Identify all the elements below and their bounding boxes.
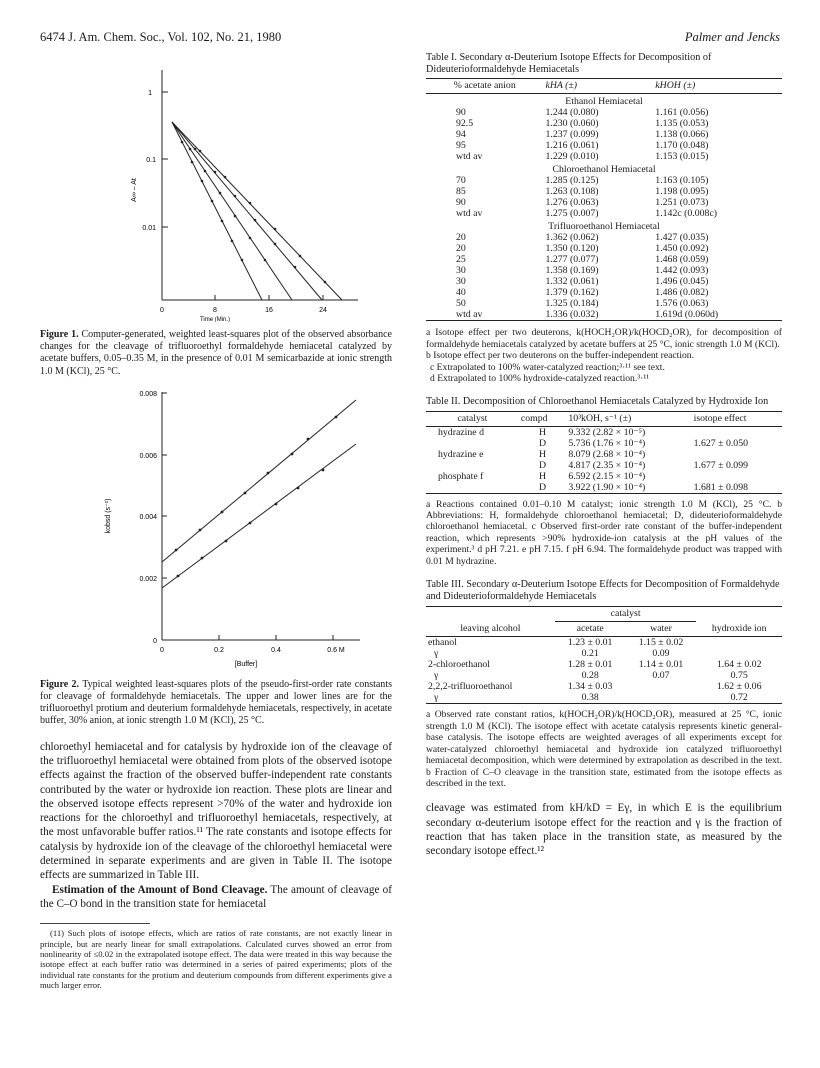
t3-cell: 0.21 — [581, 648, 599, 660]
t2-header-2: 10³kOH, s⁻¹ (±) — [568, 412, 632, 424]
t3-cell: ethanol — [428, 637, 457, 649]
t2-cell: H — [539, 426, 547, 438]
t3-cell: 0.38 — [581, 692, 599, 704]
fig2-xtick-0: 0 — [160, 646, 164, 654]
t1-cell: 1.237 (0.099) — [545, 129, 599, 141]
table-3 — [426, 606, 782, 704]
t3-cell: γ — [434, 670, 439, 682]
table-2-title: Table II. Decomposition of Chloroethanol Hemiacetals Catalyzed by Hydroxide Ion — [426, 396, 769, 408]
table-row — [426, 460, 782, 471]
t1-cell: 1.275 (0.007) — [545, 208, 599, 220]
t3-cell: γ — [434, 692, 439, 704]
t3-cell: 0.75 — [730, 670, 748, 682]
t2-cell — [426, 482, 519, 494]
fig2-xtick-0.4: 0.4 — [271, 646, 281, 654]
t2-cell: 5.736 (1.76 × 10⁻⁴) — [568, 437, 646, 449]
t1-cell: 1.277 (0.077) — [545, 254, 599, 266]
fig2-ytick-0.002: 0.002 — [139, 575, 157, 583]
footnote-11: (11) Such plots of isotope effects, which are ratios of rate constants, are not exactly linear in principle, but are nearly linear for small extrapolations. Calculated curves showed an error from nonlinearity of ≤0.02 in the extrapolated isotope effect. The data were treated in this way because the isotope effect at each buffer ratio was determined in a series of paired experiments; plots of the individual rate constants for the protium and deuterium compounds from different experiments give a much larger error. — [40, 928, 392, 991]
t2-cell: 9.332 (2.82 × 10⁻⁵) — [568, 426, 646, 438]
t1-cell: wtd av — [456, 309, 483, 321]
fig2-ytick-0.004: 0.004 — [139, 513, 157, 521]
figure-2-points — [175, 415, 338, 577]
t1-cell: 1.285 (0.125) — [545, 175, 599, 187]
fig1-ylabel: A∞ – At — [131, 178, 138, 202]
fig2-ytick-0.006: 0.006 — [139, 452, 157, 460]
t3-header-0: leaving alcohol — [460, 623, 521, 635]
t2-cell — [426, 438, 519, 449]
table-row — [426, 129, 782, 140]
t1-cell: 1.442 (0.093) — [655, 265, 709, 277]
t1-cell: 1.379 (0.162) — [545, 287, 599, 299]
t2-cell: phosphate f — [438, 470, 484, 482]
t1-cell: 90 — [456, 197, 466, 209]
t1-cell: 90 — [456, 107, 466, 119]
t3-cell: 2,2,2-trifluoroethanol — [428, 681, 513, 693]
fig1-xlabel: Time (Min.) — [199, 317, 231, 322]
t2-header-1: compd — [520, 412, 548, 424]
t1-cell: 1.244 (0.080) — [545, 107, 599, 119]
table-row — [426, 151, 782, 162]
t2-cell: 1.677 ± 0.099 — [693, 459, 748, 471]
table-row — [426, 659, 782, 670]
fig1-xtick-16: 16 — [265, 307, 273, 314]
table-row — [426, 197, 782, 208]
fig2-ytick-0.008: 0.008 — [139, 390, 157, 398]
fig2-ylabel: kobsd (s⁻¹) — [105, 498, 112, 534]
t3-cell: 1.64 ± 0.02 — [716, 659, 762, 671]
table-row — [426, 637, 782, 649]
body-text-right: cleavage was estimated from kH/kD = Eγ, in which E is the equilibrium secondary α-deuterium isotope effect for the reaction and γ is the fraction of reaction that has taken place in the transition state, as measured by the secondary isotope effect.¹² — [426, 802, 782, 858]
t1-cell: 1.230 (0.060) — [545, 118, 599, 130]
t1-cell: wtd av — [456, 208, 483, 220]
t3-header-2: water — [650, 623, 672, 635]
table-row — [426, 449, 782, 460]
table-row — [426, 175, 782, 186]
t1-cell: 1.362 (0.062) — [545, 232, 599, 244]
t3-cell — [626, 681, 697, 692]
fig1-xtick-0: 0 — [160, 307, 164, 314]
table-row — [426, 254, 782, 265]
figure-1-points — [181, 141, 327, 284]
table-row — [426, 186, 782, 197]
t1-cell: 1.170 (0.048) — [655, 140, 709, 152]
t3-cell — [696, 637, 782, 649]
t1-header-0: % acetate anion — [453, 80, 516, 92]
t1-cell: 20 — [456, 243, 466, 255]
t1-cell: 30 — [456, 265, 466, 277]
t1-cell: 20 — [456, 232, 466, 244]
table-1-title: Table I. Secondary α-Deuterium Isotope Effects for Decomposition of Dideuterioformaldehyde Hemiacetals — [426, 52, 712, 76]
t1-cell: 94 — [456, 129, 466, 141]
t3-group-header: catalyst — [555, 607, 697, 622]
fig1-xtick-24: 24 — [319, 307, 327, 314]
t2-cell: D — [539, 481, 547, 493]
table-row — [426, 287, 782, 298]
t2-cell: 3.922 (1.90 × 10⁻⁴) — [568, 481, 646, 493]
t3-cell: 0.72 — [730, 692, 748, 704]
t1-cell: 25 — [456, 254, 466, 266]
t2-cell: 6.592 (2.15 × 10⁻⁴) — [568, 470, 646, 482]
table-row — [426, 648, 782, 659]
section-paragraph: Estimation of the Amount of Bond Cleavage. The amount of cleavage of the C–O bond in the transition state for hemiacetal — [40, 883, 392, 910]
t1-cell: 30 — [456, 276, 466, 288]
fig1-ytick-1: 1 — [148, 90, 152, 97]
t2-cell: 1.681 ± 0.098 — [693, 481, 748, 493]
t1-cell: 40 — [456, 287, 466, 299]
t1-cell: 95 — [456, 140, 466, 152]
t1-cell: 1.332 (0.061) — [545, 276, 599, 288]
t3-cell: 1.14 ± 0.01 — [638, 659, 684, 671]
t3-cell: 1.15 ± 0.02 — [638, 637, 684, 649]
t1-cell: 1.216 (0.061) — [545, 140, 599, 152]
fig2-xtick-0.2: 0.2 — [214, 646, 224, 654]
t3-cell: 0.28 — [581, 670, 599, 682]
t2-header-3: isotope effect — [693, 412, 747, 424]
table-1-notes: a Isotope effect per two deuterons, k(HOCH₂OR)/k(HOCD₂OR), for decomposition of formaldehyde hemiacetals catalyzed by acetate buffers at 25 °C, ionic strength 1.0 M (KCl). b Isotope effect per two deuterons on the buffer-independent reaction. c Extrapolated to 100% water-catalyzed reaction;³·¹¹ see text. d Extrapolated to 100% hydroxide-catalyzed reaction.³·¹¹ — [426, 327, 782, 385]
t1-cell: 1.263 (0.108) — [545, 186, 599, 198]
t2-cell — [692, 426, 782, 438]
table-row — [426, 107, 782, 118]
t3-cell — [626, 692, 697, 704]
t2-cell: D — [539, 437, 547, 449]
t1-cell: 85 — [456, 186, 466, 198]
t3-cell: 0.09 — [652, 648, 670, 660]
t1-cell: 70 — [456, 175, 466, 187]
table-row — [426, 298, 782, 309]
t2-cell: 8.079 (2.68 × 10⁻⁴) — [568, 448, 646, 460]
t2-cell: H — [539, 448, 547, 460]
table-row — [426, 276, 782, 287]
fig2-ytick-0: 0 — [153, 637, 157, 645]
t1-cell: 1.576 (0.063) — [655, 298, 709, 310]
t1-cell: 1.163 (0.105) — [655, 175, 709, 187]
t1-cell: 1.138 (0.066) — [655, 129, 709, 141]
t1-group-heading: Ethanol Hemiacetal — [565, 96, 643, 108]
fig1-xtick-8: 8 — [213, 307, 217, 314]
fig1-ytick-0.1: 0.1 — [146, 157, 156, 164]
figure-2-caption: Figure 2. Typical weighted least-squares plots of the pseudo-first-order rate constants for cleavage of formaldehyde hemiacetals. The upper and lower lines are for the trifluoroethyl protium and deuterium formaldehyde hemiacetals, respectively, in acetate buffer, 30% anion, at ionic strength 1.0 M (KCl), 25 °C. — [40, 678, 392, 727]
t1-cell: 1.276 (0.063) — [545, 197, 599, 209]
t1-cell: 1.251 (0.073) — [655, 197, 709, 209]
t1-cell: 1.229 (0.010) — [545, 151, 599, 163]
fig2-xlabel: [Buffer] — [234, 660, 258, 668]
figure-1-plot — [40, 52, 392, 322]
section-heading: Estimation of the Amount of Bond Cleavage. — [52, 883, 268, 896]
fig2-xtick-0.6: 0.6 M — [327, 646, 345, 654]
t1-cell: 1.198 (0.095) — [655, 186, 709, 198]
t3-header-1: acetate — [576, 623, 604, 635]
table-row — [426, 118, 782, 129]
t1-cell: 92.5 — [456, 118, 474, 130]
table-2 — [426, 411, 782, 494]
table-row — [426, 482, 782, 494]
t1-cell: 1.161 (0.056) — [655, 107, 709, 119]
fig1-ytick-0.01: 0.01 — [142, 225, 156, 232]
table-2-notes: a Reactions contained 0.01–0.10 M catalyst; ionic strength 1.0 M (KCl), 25 °C. b Abbreviations: H, formaldehyde chloroethanol hemiacetal; D, dideuterioformaldehyde chloroethanol hemiacetal. c Observed first-order rate constant of the buffer-independent reaction, which represents >90% hydroxide-ion catalysis at the pH values of the experiment.³ d pH 7.21. e pH 7.15. f pH 6.94. The formaldehyde product was trapped with 0.01 M hydrazine. — [426, 498, 782, 567]
t3-cell: 2-chloroethanol — [428, 659, 491, 671]
t1-cell: 1.153 (0.015) — [655, 151, 709, 163]
table-row — [426, 140, 782, 151]
t2-cell: 1.627 ± 0.050 — [693, 437, 748, 449]
t1-cell: 1.325 (0.184) — [545, 298, 599, 310]
t2-header-0: catalyst — [457, 412, 488, 424]
t2-cell — [692, 449, 782, 460]
t1-cell: 1.486 (0.082) — [655, 287, 709, 299]
figure-1-caption: Figure 1. Computer-generated, weighted least-squares plot of the observed absorbance changes for the cleavage of trifluoroethyl formaldehyde hemiacetal catalyzed by acetate buffers, 0.05–0.35 M, in the presence of 0.01 M semicarbazide at ionic strength 1.0 M (KCl), 25 °C. — [40, 329, 392, 377]
t3-cell — [696, 648, 782, 659]
table-row — [426, 243, 782, 254]
table-row — [426, 471, 782, 482]
t1-cell: 1.427 (0.035) — [655, 232, 709, 244]
table-row — [426, 232, 782, 243]
t1-header-1: kHA (±) — [545, 80, 578, 92]
t1-cell: 1.142c (0.008c) — [655, 208, 718, 220]
t3-header-3: hydroxide ion — [711, 623, 767, 635]
t3-cell: 0.07 — [652, 670, 670, 682]
t3-cell: γ — [434, 648, 439, 660]
table-row — [426, 692, 782, 704]
t3-cell: 1.34 ± 0.03 — [567, 681, 613, 693]
t2-cell: H — [539, 470, 547, 482]
t1-cell: 1.619d (0.060d) — [655, 309, 719, 321]
figure-2-plot — [40, 382, 392, 672]
t2-cell: hydrazine d — [438, 426, 484, 438]
t1-cell: 50 — [456, 298, 466, 310]
t2-cell: 4.817 (2.35 × 10⁻⁴) — [568, 459, 646, 471]
t1-cell: wtd av — [456, 151, 483, 163]
t1-cell: 1.350 (0.120) — [545, 243, 599, 255]
running-header-right: Palmer and Jencks — [684, 30, 780, 44]
table-3-notes: a Observed rate constant ratios, k(HOCH₂OR)/k(HOCD₂OR), measured at 25 °C, ionic strength 1.0 M (KCl). The isotope effect with acetate catalysis represents kinetic general-base catalysis. The isotope effects are weighted averages of all experiments except for water-catalyzed chloroethyl hemiacetal and hydroxide ion catalyzed trifluoroethyl hemiacetal decomposition, which were determined by extrapolation as described in the text. b Fraction of C–O cleavage in the transition state, estimated from the isotope effects as described in the text. — [426, 709, 782, 789]
t1-cell: 1.336 (0.032) — [545, 309, 599, 321]
t3-cell: 1.62 ± 0.06 — [716, 681, 762, 693]
t2-cell — [426, 460, 519, 471]
table-row — [426, 426, 782, 438]
t1-group-heading: Chloroethanol Hemiacetal — [552, 164, 656, 176]
t2-cell: hydrazine e — [438, 448, 484, 460]
body-text-left: chloroethyl hemiacetal and for catalysis by hydroxide ion of the cleavage of the trifluoroethyl hemiacetal were obtained from plots of the observed isotope effects against the fraction of the observed buffer-independent rate constants contributed by the water or hydroxide ion reaction. These plots are linear and the observed isotope effects represent >70% of the water and hydroxide ion reactions for the chloroethyl and trifluoroethyl hemiacetals, respectively, at the most unfavorable buffer ratios.¹¹ The rate constants and isotope effects for catalysis by hydroxide ion of the cleavage of the chloroethyl hemiacetal were determined in separate experiments and are given in Table II. The isotope effects are summarized in Table III. — [40, 740, 392, 882]
table-row — [426, 208, 782, 219]
t2-cell: D — [539, 459, 547, 471]
table-1 — [426, 78, 782, 321]
t3-cell: 1.28 ± 0.01 — [567, 659, 613, 671]
table-row — [426, 681, 782, 692]
t2-cell — [692, 471, 782, 482]
t1-cell: 1.468 (0.059) — [655, 254, 709, 266]
table-row — [426, 670, 782, 681]
t1-cell: 1.135 (0.053) — [655, 118, 709, 130]
table-3-title: Table III. Secondary α-Deuterium Isotope Effects for Decomposition of Formaldehyde and Dideuterioformaldehyde Hemiacetals — [426, 579, 780, 603]
t1-header-2: kHOH (±) — [655, 80, 696, 92]
t1-cell: 1.496 (0.045) — [655, 276, 709, 288]
table-row — [426, 438, 782, 449]
t3-cell: 1.23 ± 0.01 — [567, 637, 613, 649]
t1-cell: 1.450 (0.092) — [655, 243, 709, 255]
t1-cell: 1.358 (0.169) — [545, 265, 599, 277]
table-row — [426, 309, 782, 321]
running-header-left: 6474 J. Am. Chem. Soc., Vol. 102, No. 21, 1980 — [40, 30, 282, 44]
t1-group-heading: Trifluoroethanol Hemiacetal — [548, 221, 660, 233]
table-row — [426, 265, 782, 276]
